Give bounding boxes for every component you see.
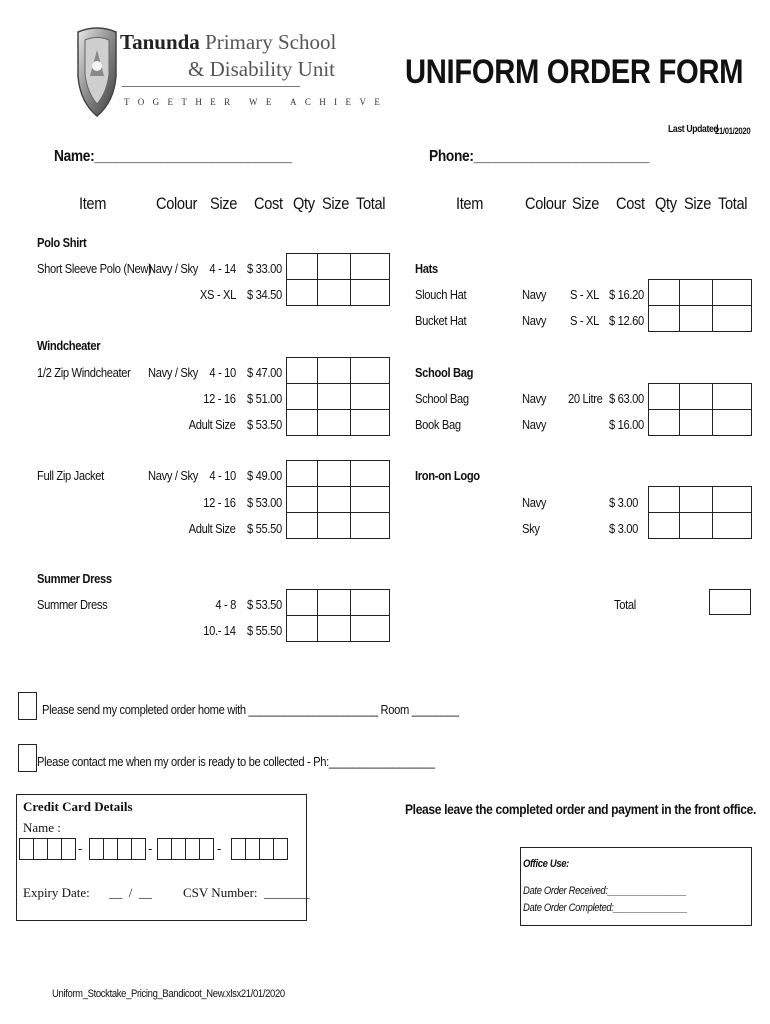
- office-use-title: Office Use:: [523, 858, 569, 870]
- contact-me-checkbox[interactable]: [18, 744, 37, 772]
- order-grid[interactable]: [286, 512, 390, 539]
- school-name-1b: Primary School: [205, 30, 337, 54]
- card-number-group[interactable]: [89, 838, 146, 860]
- item-name: School Bag: [415, 391, 469, 406]
- header-size: Size: [210, 194, 238, 213]
- credit-card-name-label: Name :: [23, 820, 61, 835]
- last-updated-date: 21/01/2020: [715, 126, 751, 136]
- header-colour: Colour: [525, 194, 567, 213]
- phone-field[interactable]: Phone:________________________: [429, 148, 649, 165]
- shield-emblem-icon: [74, 26, 120, 118]
- name-field[interactable]: Name:___________________________: [54, 148, 292, 165]
- item-name: Slouch Hat: [415, 287, 467, 302]
- front-office-notice: Please leave the completed order and payment in the front office.: [405, 801, 756, 817]
- header-total: Total: [718, 194, 748, 213]
- cost-cell: $ 33.00: [247, 261, 282, 276]
- dash: -: [78, 841, 83, 856]
- cost-cell: $ 53.00: [247, 495, 282, 510]
- cost-cell: $ 12.60: [609, 313, 644, 328]
- dash: -: [217, 841, 222, 856]
- cost-cell: $ 49.00: [247, 468, 282, 483]
- item-colour: Navy: [522, 495, 547, 510]
- size-cell: 10.- 14: [203, 623, 236, 638]
- cost-cell: $ 53.50: [247, 417, 282, 432]
- cost-cell: $ 3.00: [609, 521, 639, 536]
- contact-me-label: Please contact me when my order is ready to be collected - Ph:__________________: [37, 754, 435, 769]
- item-name: Short Sleeve Polo (New): [37, 261, 152, 276]
- form-title: UNIFORM ORDER FORM: [405, 53, 744, 91]
- size-cell: Adult Size: [189, 521, 236, 536]
- item-colour: Navy: [522, 287, 547, 302]
- order-grid[interactable]: [648, 305, 752, 332]
- credit-card-panel: [16, 794, 310, 921]
- total-box[interactable]: [709, 589, 751, 615]
- expiry-date-field[interactable]: Expiry Date: __ / __: [23, 885, 152, 900]
- size-cell: 4 - 10: [209, 365, 236, 380]
- section-heading: Summer Dress: [37, 571, 112, 586]
- item-colour: Navy: [522, 391, 547, 406]
- header-item: Item: [456, 194, 484, 213]
- item-colour: Sky: [522, 521, 540, 536]
- size-cell: S - XL: [570, 287, 600, 302]
- order-grid[interactable]: [286, 615, 390, 642]
- cost-cell: $ 16.20: [609, 287, 644, 302]
- item-colour: Navy / Sky: [148, 261, 198, 276]
- school-name-2: & Disability Unit: [188, 57, 335, 81]
- order-grid[interactable]: [286, 357, 390, 384]
- csv-number-field[interactable]: CSV Number: _______: [183, 885, 310, 900]
- section-heading: School Bag: [415, 365, 474, 380]
- school-motto: TOGETHER WE ACHIEVE: [124, 97, 389, 107]
- cost-cell: $ 55.50: [247, 521, 282, 536]
- order-grid[interactable]: [286, 253, 390, 280]
- item-name: Full Zip Jacket: [37, 468, 104, 483]
- header-size: Size: [572, 194, 600, 213]
- header-total: Total: [356, 194, 386, 213]
- school-logo: [74, 26, 389, 121]
- send-home-checkbox[interactable]: [18, 692, 37, 720]
- size-cell: 12 - 16: [203, 495, 236, 510]
- cost-cell: $ 55.50: [247, 623, 282, 638]
- section-heading: Windcheater: [37, 338, 101, 353]
- item-name: 1/2 Zip Windcheater: [37, 365, 131, 380]
- card-number-group[interactable]: [157, 838, 214, 860]
- order-grid[interactable]: [286, 589, 390, 616]
- header-size-ordered: Size: [684, 194, 712, 213]
- size-cell: XS - XL: [199, 287, 236, 302]
- last-updated-label: Last Updated: [668, 124, 719, 135]
- send-home-label: Please send my completed order home with ______________________ Room ________: [42, 702, 459, 717]
- order-grid[interactable]: [648, 383, 752, 410]
- order-grid[interactable]: [648, 279, 752, 306]
- header-colour: Colour: [156, 194, 198, 213]
- section-heading: Hats: [415, 261, 438, 276]
- school-name-1: Tanunda: [120, 30, 200, 54]
- size-cell: 12 - 16: [203, 391, 236, 406]
- size-cell: S - XL: [570, 313, 600, 328]
- office-use-panel: [520, 847, 752, 926]
- cost-cell: $ 51.00: [247, 391, 282, 406]
- header-qty: Qty: [293, 194, 315, 213]
- item-colour: Navy: [522, 417, 547, 432]
- order-grid[interactable]: [648, 409, 752, 436]
- item-colour: Navy / Sky: [148, 468, 198, 483]
- header-qty: Qty: [655, 194, 677, 213]
- cost-cell: $ 47.00: [247, 365, 282, 380]
- order-grid[interactable]: [286, 460, 390, 487]
- footer-filename: Uniform_Stocktake_Pricing_Bandicoot_New.xlsx21/01/2020: [52, 988, 285, 1000]
- cost-cell: $ 34.50: [247, 287, 282, 302]
- header-item: Item: [79, 194, 107, 213]
- dash: -: [148, 841, 153, 856]
- order-grid[interactable]: [648, 486, 752, 513]
- size-cell: 20 Litre: [568, 391, 603, 406]
- section-heading: Polo Shirt: [37, 235, 87, 250]
- size-cell: 4 - 10: [209, 468, 236, 483]
- item-colour: Navy / Sky: [148, 365, 198, 380]
- size-cell: 4 - 14: [209, 261, 236, 276]
- card-number-group[interactable]: [19, 838, 76, 860]
- size-cell: 4 - 8: [215, 597, 236, 612]
- card-number-group[interactable]: [231, 838, 288, 860]
- item-name: Summer Dress: [37, 597, 108, 612]
- item-colour: Navy: [522, 313, 547, 328]
- size-cell: Adult Size: [189, 417, 236, 432]
- order-grid[interactable]: [286, 486, 390, 513]
- item-name: Book Bag: [415, 417, 461, 432]
- header-cost: Cost: [254, 194, 283, 213]
- cost-cell: $ 53.50: [247, 597, 282, 612]
- credit-card-title: Credit Card Details: [23, 799, 133, 814]
- order-grid[interactable]: [286, 383, 390, 410]
- order-grid[interactable]: [286, 409, 390, 436]
- cost-cell: $ 16.00: [609, 417, 644, 432]
- header-size-ordered: Size: [322, 194, 350, 213]
- item-name: Bucket Hat: [415, 313, 467, 328]
- cost-cell: $ 3.00: [609, 495, 639, 510]
- section-heading: Iron-on Logo: [415, 468, 480, 483]
- date-received-field[interactable]: Date Order Received:________________: [523, 885, 687, 897]
- cost-cell: $ 63.00: [609, 391, 644, 406]
- header-cost: Cost: [616, 194, 645, 213]
- total-label: Total: [614, 597, 636, 612]
- order-grid[interactable]: [648, 512, 752, 539]
- date-completed-field[interactable]: Date Order Completed:_______________: [523, 902, 688, 914]
- order-grid[interactable]: [286, 279, 390, 306]
